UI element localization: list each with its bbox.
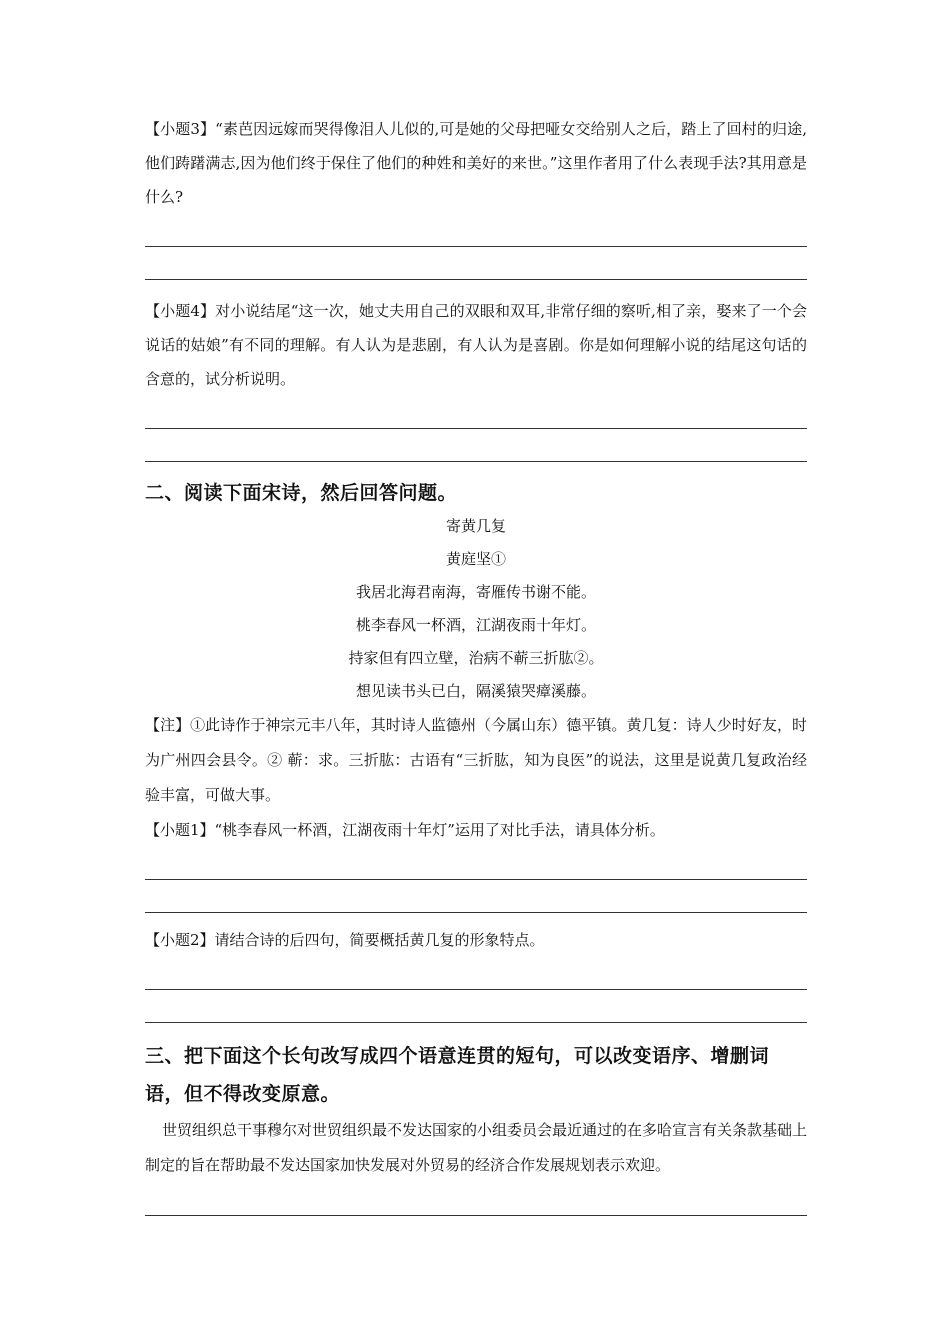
section-2-question-1: 【小题1】“桃李春风一杯酒，江湖夜雨十年灯”运用了对比手法，请具体分析。 xyxy=(145,821,665,839)
question-3-text: 【小题3】“素芭因远嫁而哭得像泪人儿似的,可是她的父母把哑女交给别人之后，踏上了回村的归途, 他们踌躇满志,因为他们终于保住了他们的种姓和美好的来世。”这里作者用了什么表现手法?其用意是什么? xyxy=(145,120,807,206)
answer-line[interactable] xyxy=(145,961,807,990)
question-3-answer-area[interactable] xyxy=(145,218,807,280)
answer-line[interactable] xyxy=(145,218,807,247)
poem-note: 【注】①此诗作于神宗元丰八年，其时诗人监德州（今属山东）德平镇。黄几复：诗人少时好友，时为广州四会县令。② 蕲：求。三折肱：古语有“三折肱，知为良医”的说法，这里是说黄几复政治经验丰富，可做大事。 xyxy=(145,716,807,804)
answer-line[interactable] xyxy=(145,1187,807,1216)
answer-line[interactable] xyxy=(145,994,807,1023)
answer-line[interactable] xyxy=(145,884,807,913)
long-sentence: 世贸组织总干事穆尔对世贸组织最不发达国家的小组委员会最近通过的在多哈宣言有关条款基础上制定的旨在帮助最不发达国家加快发展对外贸易的经济合作发展规划表示欢迎。 xyxy=(145,1121,808,1174)
answer-line[interactable] xyxy=(145,433,807,462)
poem-line: 想见读书头已白，隔溪猿哭瘴溪藤。 xyxy=(355,682,596,700)
poem-line: 持家但有四立壁，治病不蕲三折肱②。 xyxy=(348,649,604,667)
section-3-heading: 三、把下面这个长句改写成四个语意连贯的短句，可以改变语序、增删词语，但不得改变原意。 xyxy=(145,1045,770,1105)
poem-title: 寄黄几复 xyxy=(445,517,506,535)
section-2-question-1-answer-area[interactable] xyxy=(145,851,807,913)
answer-line[interactable] xyxy=(145,851,807,880)
question-4-text: 【小题4】对小说结尾“这一次，她丈夫用自己的双眼和双耳,非常仔细的察听,相了亲，娶来了一个会说话的姑娘”有不同的理解。有人认为是悲剧，有人认为是喜剧。你是如何理解小说的结尾这句话的含意的，试分析说明。 xyxy=(145,302,807,388)
section-3-answer-area[interactable] xyxy=(145,1187,807,1216)
poem-line: 我居北海君南海，寄雁传书谢不能。 xyxy=(355,583,596,601)
section-2-question-2-answer-area[interactable] xyxy=(145,961,807,1023)
question-4-answer-area[interactable] xyxy=(145,400,807,462)
section-2-question-2: 【小题2】请结合诗的后四句，简要概括黄几复的形象特点。 xyxy=(145,931,545,949)
section-2-heading: 二、阅读下面宋诗，然后回答问题。 xyxy=(145,482,458,504)
poem xyxy=(145,510,807,708)
answer-line[interactable] xyxy=(145,400,807,429)
answer-line[interactable] xyxy=(145,251,807,280)
poem-line: 桃李春风一杯酒，江湖夜雨十年灯。 xyxy=(355,616,596,634)
poem-author: 黄庭坚① xyxy=(445,550,506,568)
document-page xyxy=(145,112,807,1216)
